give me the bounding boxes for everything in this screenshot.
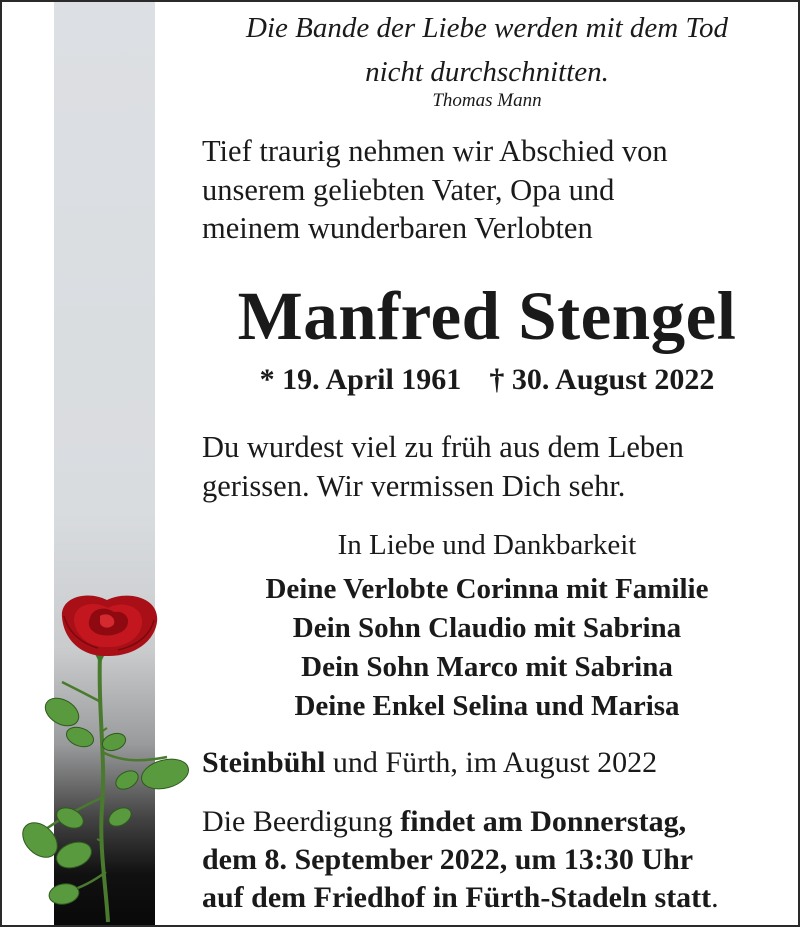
death-date: † 30. August 2022 <box>489 363 715 396</box>
family-member: Dein Sohn Marco mit Sabrina <box>301 651 673 683</box>
motto-line: Die Bande der Liebe werden mit dem Tod <box>246 12 728 44</box>
funeral-day: findet am Donnerstag, <box>400 805 687 838</box>
family-member: Deine Enkel Selina und Marisa <box>294 690 680 722</box>
deceased-name: Manfred Stengel <box>237 278 737 354</box>
funeral-datetime: dem 8. September 2022, um 13:30 Uhr <box>202 843 694 876</box>
lament-line: gerissen. Wir vermissen Dich sehr. <box>202 468 626 503</box>
motto-line: nicht durchschnitten. <box>365 56 609 88</box>
funeral-line <box>202 879 782 917</box>
intro-line: meinem wunderbaren Verlobten <box>202 211 593 245</box>
lament-text <box>202 428 782 505</box>
funeral-intro: Die Beerdigung <box>202 805 401 838</box>
funeral-period: . <box>711 881 719 914</box>
red-rose-icon <box>2 592 202 927</box>
funeral-location: auf dem Friedhof in Fürth-Stadeln statt <box>202 881 712 914</box>
place-town: Steinbühl <box>202 746 326 779</box>
birth-date: * 19. April 1961 <box>259 363 462 396</box>
intro-line: Tief traurig nehmen wir Abschied von <box>202 134 668 168</box>
intro-text <box>202 132 782 248</box>
family-member: Deine Verlobte Corinna mit Familie <box>265 573 709 605</box>
motto-author: Thomas Mann <box>432 90 542 111</box>
intro-line: unserem geliebten Vater, Opa und <box>202 172 615 207</box>
funeral-line <box>202 803 782 841</box>
place-rest: und Fürth, im August 2022 <box>325 746 658 779</box>
place-date-line <box>202 746 782 780</box>
signature-intro: In Liebe und Dankbarkeit <box>337 529 637 561</box>
family-member: Dein Sohn Claudio mit Sabrina <box>292 612 682 644</box>
life-dates <box>192 363 782 397</box>
family-list <box>192 570 782 726</box>
funeral-info <box>202 803 782 917</box>
motto-quote <box>192 6 782 94</box>
lament-line: Du wurdest viel zu früh aus dem Leben <box>202 430 684 464</box>
